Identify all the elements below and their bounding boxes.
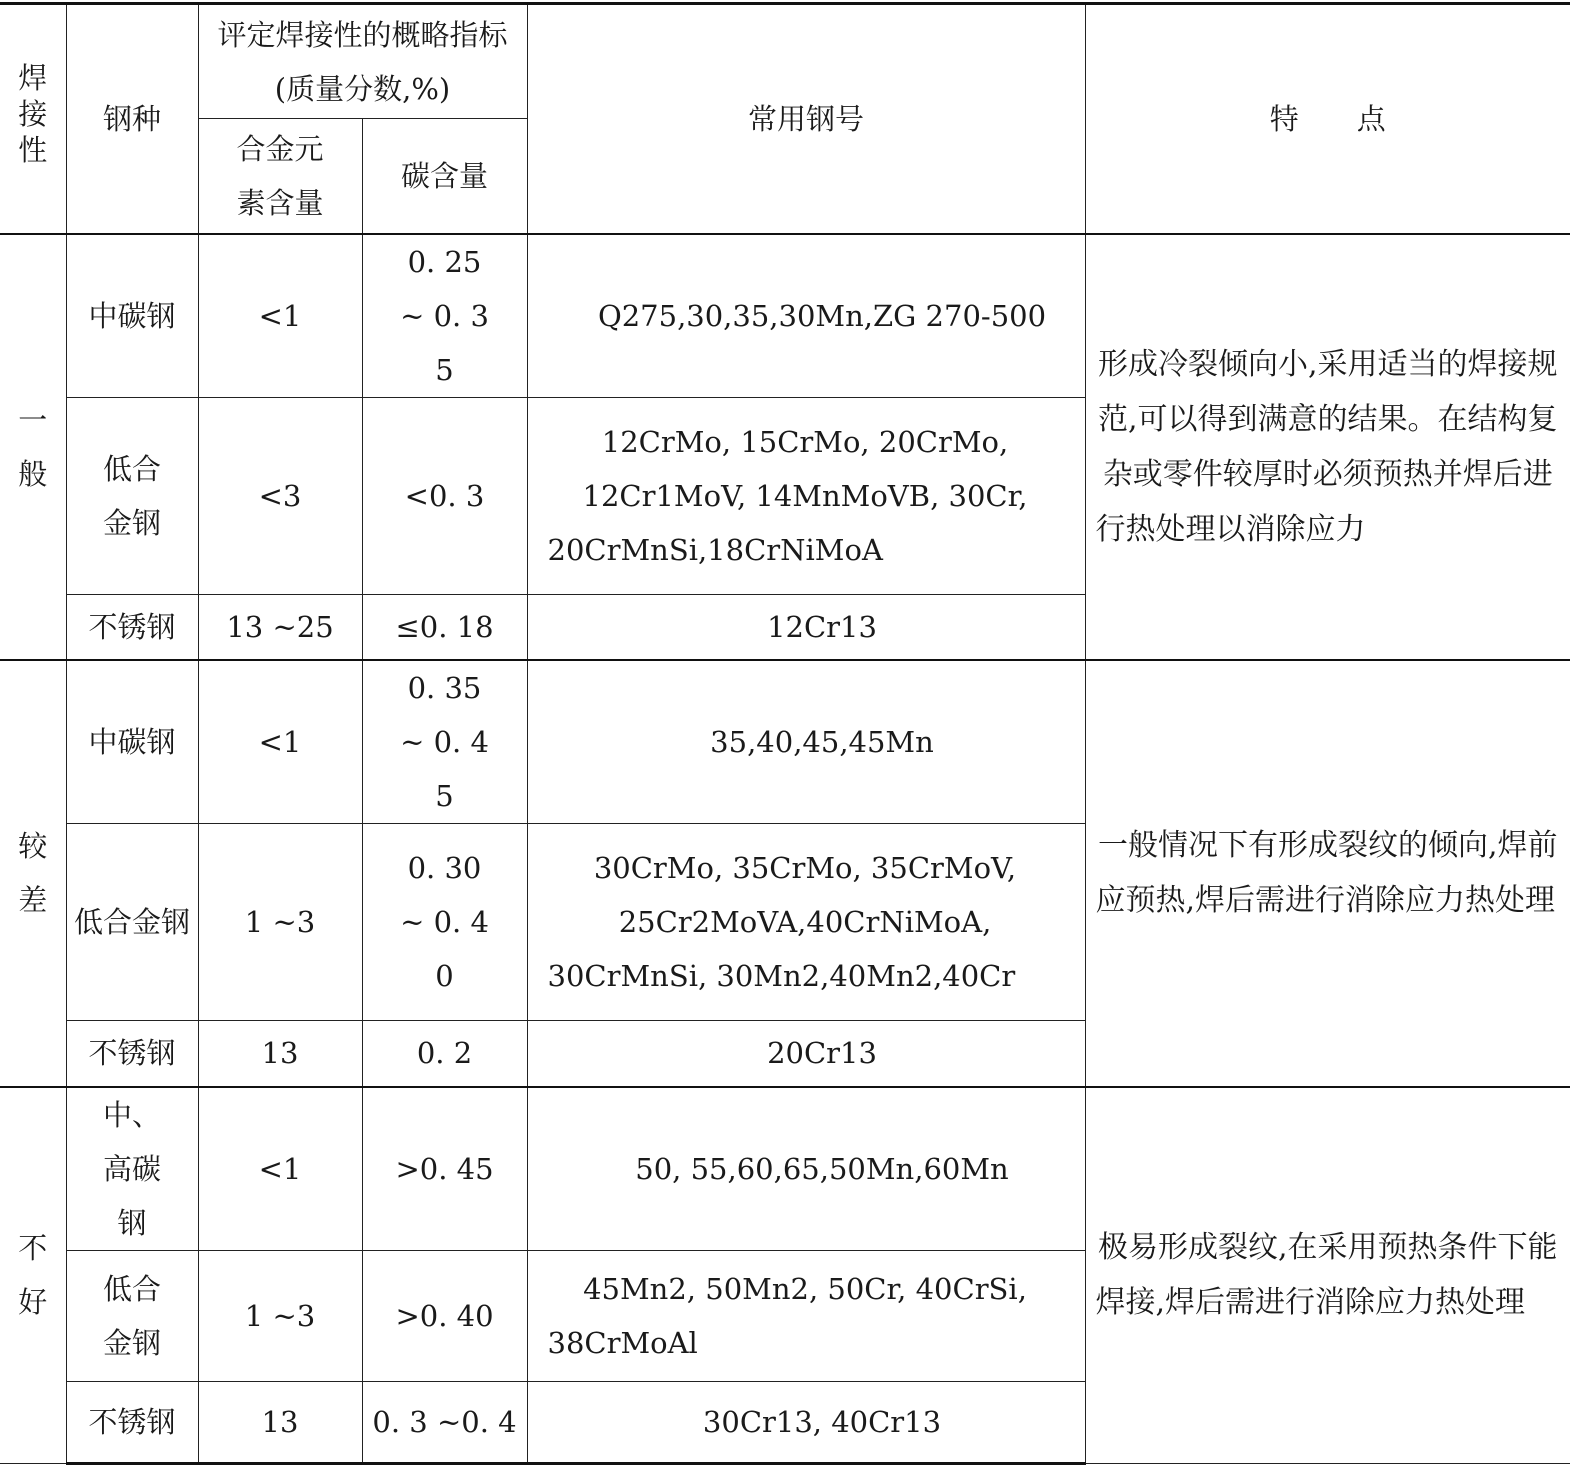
header-index-group-label: 评定焊接性的概略指标(质量分数,%) [217, 17, 508, 106]
feature-cell [1085, 660, 1570, 1087]
grades-value: 50, 55,60,65,50Mn,60Mn [635, 1151, 1009, 1186]
table-row [0, 1087, 1570, 1251]
carbon-cell [362, 1021, 527, 1087]
carbon-value: 0. 35 ~ 0. 45 [400, 671, 489, 813]
steel-cell [66, 1250, 198, 1381]
carbon-cell [362, 660, 527, 824]
grades-cell [527, 1021, 1085, 1087]
feature-text: 一般情况下有形成裂纹的倾向,焊前应预热,焊后需进行消除应力热处理 [1095, 828, 1558, 919]
alloy-cell [198, 397, 362, 594]
alloy-cell [198, 1381, 362, 1463]
steel-label: 低合金钢 [102, 1271, 161, 1360]
feature-text: 形成冷裂倾向小,采用适当的焊接规范,可以得到满意的结果。在结构复杂或零件较厚时必须预热并焊后进行热处理以消除应力 [1095, 346, 1558, 547]
carbon-value: 0. 30 ~ 0. 40 [400, 851, 489, 993]
carbon-value: <0. 3 [404, 478, 485, 513]
alloy-value: 13 ~25 [226, 609, 334, 644]
carbon-cell [362, 594, 527, 660]
steel-cell [66, 1381, 198, 1463]
alloy-value: <1 [258, 1151, 302, 1186]
feature-cell [1085, 1087, 1570, 1464]
grades-value: 30Cr13, 40Cr13 [702, 1404, 942, 1439]
steel-label: 不锈钢 [88, 1404, 176, 1439]
steel-cell [66, 824, 198, 1021]
grades-cell [527, 660, 1085, 824]
weldability-table [0, 2, 1570, 1465]
alloy-cell [198, 1021, 362, 1087]
carbon-value: 0. 25 ~ 0. 35 [400, 244, 489, 387]
header-carbon-content-label: 碳含量 [400, 158, 488, 193]
steel-label: 不锈钢 [88, 609, 176, 644]
carbon-cell [362, 234, 527, 398]
steel-label: 中、高碳钢 [102, 1097, 161, 1240]
weldability-cell [0, 1087, 66, 1464]
feature-cell [1085, 234, 1570, 661]
carbon-cell [362, 1381, 527, 1463]
weldability-label: 较差 [18, 829, 48, 918]
grades-value: 30CrMo, 35CrMo, 35CrMoV, 25Cr2MoVA,40CrNiMoA, 30CrMnSi, 30Mn2,40Mn2,40Cr [547, 851, 1017, 993]
header-row-1 [0, 4, 1570, 119]
steel-cell [66, 594, 198, 660]
alloy-cell [198, 234, 362, 398]
header-alloy-content [198, 119, 362, 234]
grades-cell [527, 1381, 1085, 1463]
header-index-group [198, 4, 527, 119]
grades-value: 35,40,45,45Mn [710, 725, 934, 759]
carbon-cell [362, 824, 527, 1021]
alloy-value: 13 [261, 1404, 299, 1439]
carbon-cell [362, 1250, 527, 1381]
grades-cell [527, 234, 1085, 398]
carbon-cell [362, 1087, 527, 1251]
grades-value: 12CrMo, 15CrMo, 20CrMo, 12Cr1MoV, 14MnMoVB, 30Cr, 20CrMnSi,18CrNiMoA [547, 424, 1028, 567]
weldability-label: 不好 [18, 1231, 48, 1319]
steel-label: 不锈钢 [88, 1036, 176, 1071]
header-carbon-content [362, 119, 527, 234]
alloy-value: 1 ~3 [244, 1298, 316, 1333]
steel-cell [66, 1021, 198, 1087]
header-alloy-content-label: 合金元素含量 [236, 131, 324, 220]
grades-value: 20Cr13 [767, 1036, 877, 1071]
steel-label: 低合金钢 [102, 451, 161, 540]
header-weldability [0, 4, 66, 234]
carbon-value: ≤0. 18 [395, 609, 494, 644]
steel-label: 中碳钢 [88, 298, 176, 333]
alloy-cell [198, 594, 362, 660]
alloy-cell [198, 660, 362, 824]
weldability-cell [0, 234, 66, 661]
grades-cell [527, 1250, 1085, 1381]
weldability-cell [0, 660, 66, 1087]
table-row [0, 660, 1570, 824]
grades-cell [527, 594, 1085, 660]
grades-value: 12Cr13 [767, 609, 877, 644]
header-steel-type-label: 钢种 [102, 101, 161, 136]
weldability-label: 一般 [18, 402, 48, 491]
grades-cell [527, 824, 1085, 1021]
carbon-value: >0. 40 [395, 1298, 494, 1333]
carbon-value: 0. 3 ~0. 4 [372, 1404, 517, 1439]
header-grades-label: 常用钢号 [747, 101, 864, 136]
grades-value: 45Mn2, 50Mn2, 50Cr, 40CrSi, 38CrMoAl [547, 1271, 1027, 1360]
alloy-value: 1 ~3 [244, 905, 316, 939]
steel-cell [66, 660, 198, 824]
alloy-value: 13 [261, 1036, 299, 1071]
carbon-value: 0. 2 [416, 1036, 473, 1071]
header-steel-type [66, 4, 198, 234]
alloy-cell [198, 1087, 362, 1251]
header-weldability-label: 焊接性 [18, 61, 48, 168]
steel-cell [66, 397, 198, 594]
alloy-value: <1 [258, 725, 302, 759]
alloy-value: <1 [258, 298, 302, 333]
header-features-label: 特 点 [1269, 101, 1386, 136]
feature-text: 极易形成裂纹,在采用预热条件下能焊接,焊后需进行消除应力热处理 [1095, 1230, 1558, 1320]
alloy-cell [198, 824, 362, 1021]
header-grades [527, 4, 1085, 234]
steel-label: 低合金钢 [73, 905, 190, 939]
grades-value: Q275,30,35,30Mn,ZG 270-500 [597, 298, 1047, 333]
carbon-cell [362, 397, 527, 594]
header-features [1085, 4, 1570, 234]
steel-cell [66, 1087, 198, 1251]
steel-label: 中碳钢 [88, 725, 176, 759]
alloy-cell [198, 1250, 362, 1381]
carbon-value: >0. 45 [395, 1151, 494, 1186]
steel-cell [66, 234, 198, 398]
grades-cell [527, 397, 1085, 594]
table-row [0, 234, 1570, 398]
alloy-value: <3 [258, 478, 302, 513]
grades-cell [527, 1087, 1085, 1251]
